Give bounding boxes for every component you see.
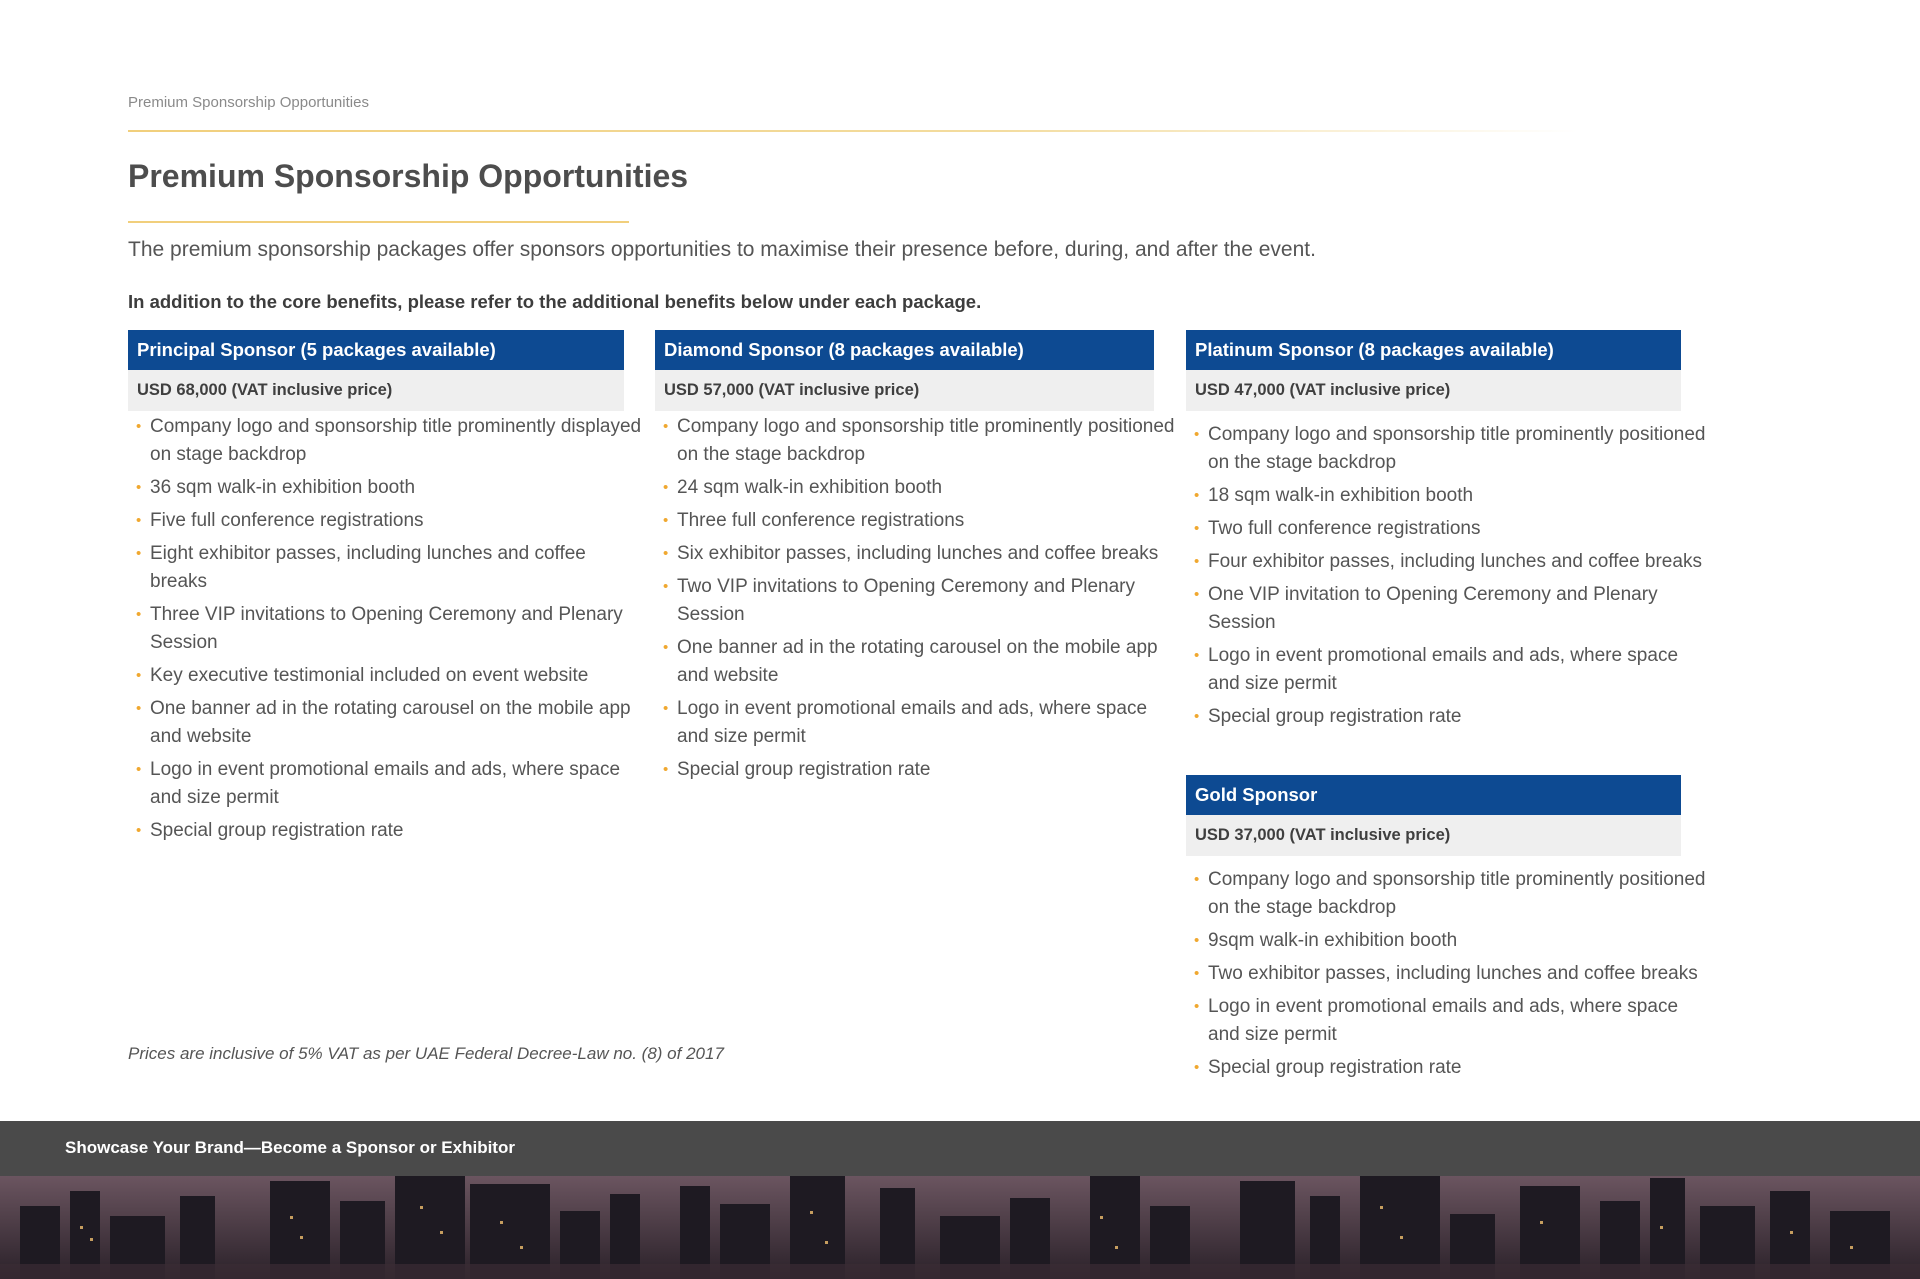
benefit-text: Logo in event promotional emails and ads, where space and size permit bbox=[677, 698, 1148, 747]
benefit-text: Company logo and sponsorship title prominently positioned on the stage backdrop bbox=[1208, 424, 1706, 473]
benefit-item bbox=[1186, 1054, 1706, 1082]
benefit-text: Special group registration rate bbox=[150, 820, 404, 841]
benefit-item bbox=[128, 601, 648, 657]
page-title: Premium Sponsorship Opportunities bbox=[128, 158, 689, 194]
benefit-text: Three VIP invitations to Opening Ceremony and Plenary Session bbox=[150, 604, 623, 653]
skyline-graphic bbox=[0, 1176, 1920, 1279]
benefit-text: Four exhibitor passes, including lunches and coffee breaks bbox=[1208, 551, 1702, 572]
benefit-item bbox=[128, 507, 648, 535]
bullet-icon: • bbox=[1194, 1059, 1200, 1076]
bullet-icon: • bbox=[1194, 647, 1200, 664]
bullet-icon: • bbox=[136, 545, 142, 562]
title-underline bbox=[128, 221, 629, 223]
benefit-item bbox=[655, 413, 1175, 469]
benefit-text: Logo in event promotional emails and ads, where space and size permit bbox=[1208, 996, 1679, 1045]
benefit-list bbox=[1186, 866, 1706, 1082]
bullet-icon: • bbox=[136, 822, 142, 839]
bullet-icon: • bbox=[663, 578, 669, 595]
city-skyline-image bbox=[0, 1176, 1920, 1279]
bullet-icon: • bbox=[1194, 586, 1200, 603]
benefit-item bbox=[128, 413, 648, 469]
package-card-principal bbox=[128, 330, 642, 850]
benefit-text: Company logo and sponsorship title prominently positioned on the stage backdrop bbox=[677, 416, 1175, 465]
benefit-text: Logo in event promotional emails and ads, where space and size permit bbox=[1208, 645, 1679, 694]
benefit-item bbox=[1186, 482, 1706, 510]
bullet-icon: • bbox=[136, 667, 142, 684]
benefit-text: Two VIP invitations to Opening Ceremony and Plenary Session bbox=[677, 576, 1136, 625]
benefit-text: Special group registration rate bbox=[1208, 1057, 1462, 1078]
benefit-item bbox=[655, 474, 1175, 502]
benefit-item bbox=[128, 756, 648, 812]
bullet-icon: • bbox=[663, 761, 669, 778]
bullet-icon: • bbox=[1194, 932, 1200, 949]
package-price: USD 47,000 (VAT inclusive price) bbox=[1186, 370, 1681, 411]
package-card-platinum bbox=[1186, 330, 1706, 736]
benefit-text: Six exhibitor passes, including lunches and coffee breaks bbox=[677, 543, 1159, 564]
benefit-list bbox=[128, 413, 648, 845]
benefit-item bbox=[655, 756, 1175, 784]
benefit-text: Special group registration rate bbox=[1208, 706, 1462, 727]
benefit-item bbox=[128, 695, 648, 751]
benefit-item bbox=[128, 662, 648, 690]
bullet-icon: • bbox=[136, 761, 142, 778]
package-header: Principal Sponsor (5 packages available) bbox=[128, 330, 624, 370]
benefit-text: One banner ad in the rotating carousel on the mobile app and website bbox=[677, 637, 1158, 686]
footer-tagline: Showcase Your Brand—Become a Sponsor or Exhibitor bbox=[65, 1138, 515, 1157]
benefit-text: Five full conference registrations bbox=[150, 510, 424, 531]
benefit-item bbox=[1186, 993, 1706, 1049]
bullet-icon: • bbox=[1194, 426, 1200, 443]
package-header: Platinum Sponsor (8 packages available) bbox=[1186, 330, 1681, 370]
bullet-icon: • bbox=[1194, 965, 1200, 982]
benefit-item bbox=[655, 695, 1175, 751]
benefit-item bbox=[128, 540, 648, 596]
bullet-icon: • bbox=[136, 512, 142, 529]
bullet-icon: • bbox=[1194, 520, 1200, 537]
benefit-text: 9sqm walk-in exhibition booth bbox=[1208, 930, 1458, 951]
bullet-icon: • bbox=[663, 700, 669, 717]
benefit-text: Company logo and sponsorship title prominently displayed on stage backdrop bbox=[150, 416, 642, 465]
package-card-gold bbox=[1186, 775, 1706, 1087]
bullet-icon: • bbox=[663, 418, 669, 435]
breadcrumb: Premium Sponsorship Opportunities bbox=[128, 94, 369, 111]
package-price: USD 57,000 (VAT inclusive price) bbox=[655, 370, 1154, 411]
benefit-text: Logo in event promotional emails and ads, where space and size permit bbox=[150, 759, 621, 808]
benefit-item bbox=[655, 507, 1175, 535]
benefit-item bbox=[128, 474, 648, 502]
benefit-text: 24 sqm walk-in exhibition booth bbox=[677, 477, 943, 498]
benefit-list bbox=[655, 413, 1175, 784]
bullet-icon: • bbox=[136, 479, 142, 496]
benefit-text: 36 sqm walk-in exhibition booth bbox=[150, 477, 416, 498]
bullet-icon: • bbox=[663, 545, 669, 562]
benefit-text: One banner ad in the rotating carousel on the mobile app and website bbox=[150, 698, 631, 747]
package-price: USD 37,000 (VAT inclusive price) bbox=[1186, 815, 1681, 856]
benefit-text: Special group registration rate bbox=[677, 759, 931, 780]
bullet-icon: • bbox=[1194, 553, 1200, 570]
package-header: Gold Sponsor bbox=[1186, 775, 1681, 815]
bullet-icon: • bbox=[136, 700, 142, 717]
benefit-item bbox=[1186, 515, 1706, 543]
package-card-diamond bbox=[655, 330, 1175, 789]
benefit-item bbox=[1186, 866, 1706, 922]
package-header: Diamond Sponsor (8 packages available) bbox=[655, 330, 1154, 370]
benefit-item bbox=[1186, 421, 1706, 477]
bullet-icon: • bbox=[663, 512, 669, 529]
benefit-item bbox=[1186, 581, 1706, 637]
bullet-icon: • bbox=[1194, 998, 1200, 1015]
benefit-text: Eight exhibitor passes, including lunches and coffee breaks bbox=[150, 543, 586, 592]
benefit-item bbox=[655, 540, 1175, 568]
benefit-item bbox=[1186, 548, 1706, 576]
bullet-icon: • bbox=[1194, 871, 1200, 888]
benefit-text: Two exhibitor passes, including lunches and coffee breaks bbox=[1208, 963, 1698, 984]
benefit-text: One VIP invitation to Opening Ceremony and Plenary Session bbox=[1208, 584, 1658, 633]
benefit-text: Key executive testimonial included on event website bbox=[150, 665, 589, 686]
vat-disclaimer: Prices are inclusive of 5% VAT as per UAE Federal Decree-Law no. (8) of 2017 bbox=[128, 1044, 724, 1063]
bullet-icon: • bbox=[1194, 487, 1200, 504]
benefit-item bbox=[1186, 642, 1706, 698]
benefit-text: 18 sqm walk-in exhibition booth bbox=[1208, 485, 1474, 506]
benefits-note: In addition to the core benefits, please refer to the additional benefits below under each package. bbox=[128, 291, 982, 312]
benefit-item bbox=[1186, 703, 1706, 731]
benefit-text: Company logo and sponsorship title prominently positioned on the stage backdrop bbox=[1208, 869, 1706, 918]
bullet-icon: • bbox=[1194, 708, 1200, 725]
benefit-item bbox=[655, 634, 1175, 690]
benefit-text: Two full conference registrations bbox=[1208, 518, 1481, 539]
footer-bar bbox=[0, 1121, 1920, 1176]
benefit-item bbox=[1186, 960, 1706, 988]
package-price: USD 68,000 (VAT inclusive price) bbox=[128, 370, 624, 411]
benefit-text: Three full conference registrations bbox=[677, 510, 965, 531]
bullet-icon: • bbox=[663, 479, 669, 496]
benefit-item bbox=[655, 573, 1175, 629]
intro-paragraph: The premium sponsorship packages offer sponsors opportunities to maximise their presence before, during, and after the event. bbox=[128, 238, 1316, 261]
benefit-item bbox=[1186, 927, 1706, 955]
bullet-icon: • bbox=[136, 606, 142, 623]
benefit-list bbox=[1186, 421, 1706, 731]
bullet-icon: • bbox=[663, 639, 669, 656]
benefit-item bbox=[128, 817, 648, 845]
bullet-icon: • bbox=[136, 418, 142, 435]
header-divider bbox=[128, 130, 1578, 132]
